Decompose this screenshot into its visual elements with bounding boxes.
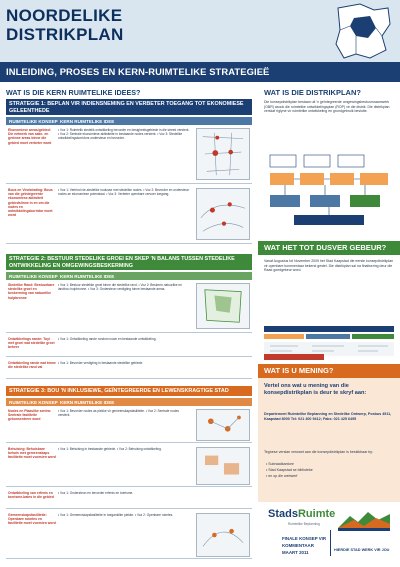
list-item: • en op die webwerf [266,474,298,478]
table-row [6,359,252,379]
strategy2-title: STRATEGIE 2: BESTUUR STEDELIKE GROEI EN SKEP 'N BALANS TUSSEN STEDELIKE ONTWIKKELING EN OMGEWINGSBESKERMING [6,254,252,270]
col-idea: KERN RUIMTELIKE IDEE [60,399,115,405]
table-row [6,489,252,509]
district-map-icon [330,2,394,60]
final-line2: KOMMENTAAR [282,543,314,548]
process-flow-diagram [264,151,394,231]
city-logo-icon [334,510,394,532]
row-concept: Nodes en Plaaslike sentra: Sentrale fasiliteite gekonsentreer word [8,409,51,422]
strategy3-col-headers [6,398,252,406]
header [0,0,400,62]
stadsruimte-logo [268,508,335,520]
concept-map-thumbnail [196,128,250,180]
row-concept: Gemeenskapsfasiliteite: Openbare ruimtes en fasiliteite moet voorsien word [8,513,56,526]
row-concept: Ekonomiese areas/gebied: Die netwerk van sake- en geriewe areas binne die gebied moet verbeter word [8,128,52,145]
list-item: • Stad Kaapstad se biblioteke [266,468,313,472]
opinion-body: Tegnese verslae verwant aan die konsepdistrikplan is beskikbaar by: [264,450,374,454]
row-concept: Bous en Vindstrating: Bous van die geïntegreerde ekonomiese aktiwiteit gebiedslinne in en om die nodes en ontwikkelingskorridor moet word [8,188,53,218]
city-slogan: HIERDIE STAD WERK VIR JOU [334,548,390,552]
concept-map-thumbnail [196,283,250,329]
district-plan-text: Die konsepdistrikplan bestaan uit 'n geïntegreerde omgewingsbestuursraamwerk (OBR) asook die ruimtelike ontwikkelingsplan (ROP) vir die distrik. Die distrikplan verskaf riglyne vir ruimtelike ontwikkeling en grondgebruik besluite. [264,100,390,114]
section-bar-orange [258,364,400,378]
row-concept: Ontwikkeling van erfenis en toerisme-bates in die gebied [8,491,54,500]
strategy1-title: STRATEGIE 1: BEPLAN VIR INDIENSNEMING EN VERBETER TOEGANG TOT EKONOMIESE GELEENTHEDE [6,99,252,115]
strategy3-title: STRATEGIE 3: BOU 'N INKLUSIEWE, GEÏNTEGREERDE EN LEWENSKRAGTIGE STAD [6,386,252,396]
page-title-line1: NOORDELIKE [6,6,123,25]
col-concept: RUIMTELIKE KONSEP [9,118,58,124]
final-line1: FINALE KONSEP VIR [282,536,327,541]
progress-heading: WAT HET TOT DUSVER GEBEUR? [264,243,387,252]
opinion-lead: Vertel ons wat u mening van die konsepdistrikplan is deur te skryf aan: [264,383,367,396]
concept-map-thumbnail [196,447,250,485]
table-row [6,126,252,184]
row-idea: • Voz 1: Ruimtelik stedelik ontwikkeling bevorder en besigheidsgebiede in die streek versterk. • Voz 2: Sentrale ekonomiese aktiwiteite in bestaande nodes versterk. • Voz 3: Stedelike ontwikkelingskorridors ondersteun en bevorder. [58,128,190,141]
col-idea: KERN RUIMTELIKE IDEE [60,273,115,279]
row-concept: Ontwikkelings rande: Tuyl met groei wat stedelike groei beheer [8,337,55,350]
page-title-line2: DISTRIKPLAN [6,25,124,44]
concept-map-thumbnail [196,409,250,441]
list-item: • Subraadkantore [266,462,294,466]
table-row [6,186,252,244]
progress-text: Vanaf Augustus tot November 2009 het Stad Kaapstad die eerste konsepdistrikplan vir openbare kommentaar bekend gestel. Die distrikplan sal na finalisering deur die Raad goedgekeur word. [264,259,394,273]
concept-map-thumbnail [196,513,250,557]
logo-subtitle: Ruimtelike Beplanning [288,522,320,526]
opinion-address: Departement Ruimtelike Beplanning en Stedelike Ontwerp, Posbus 4511, Kaapstad 8000 Tel: 021 400 9412; Faks: 021 425 6495 [264,412,392,421]
row-concept: Stedelike Rand: Bestuurbare stedelike groei en beskerming van natuurlike hulpbronne [8,283,55,300]
strategy2-col-headers [6,272,252,280]
row-idea: • Voz 1: Verbind nie-stedelike nodusse met stedelike nodes. • Voz 2: Bevorder en ondersteun nodes se ekonomiese potensiaal. • Voz 3: Verbeter openbare vervoer toegang. [58,188,190,197]
concept-map-thumbnail [196,188,250,240]
col-concept: RUIMTELIKE KONSEP [9,273,58,279]
col-concept: RUIMTELIKE KONSEP [9,399,58,405]
timeline-graphic [264,318,394,360]
section-bar-green [258,241,400,255]
row-idea: • Voz 1: Bevorder verdigting in bestaande stedelike gebiede. [58,361,144,365]
row-idea: • Voz 1: Ondersteun en bevorder erfenis en toerisme. [58,491,134,495]
row-idea: • Voz 1: Gemeenskapsfasiliteite in toeganklike plekke. • Voz 2: Openbare ruimtes. [58,513,174,517]
banner-text: INLEIDING, PROSES EN KERN-RUIMTELIKE STRATEGIEË [6,66,270,77]
row-idea: • Voz 1: Behuising in bestaande gebiede. • Voz 2: Behuising ontwikkeling. [58,447,162,451]
row-idea: • Voz 1: Bestuur stedelike groei binne die stedelike rand. • Voz 2: Beskerm natuurlike en landbou hulpbronne. • Voz 3: Ondersteun verdigting binne bestaande areas. [58,283,182,292]
table-row [6,335,252,357]
left-section-heading: WAT IS DIE KERN RUIMTELIKE IDEES? [6,88,141,97]
col-idea: KERN RUIMTELIKE IDEE [60,118,115,124]
title-banner [0,62,400,82]
row-idea: • Voz 1: Bevorder nodes as plekke vir gemeenskapsfasiliteite. • Voz 2: Sentrale nodes versterk. [58,409,179,418]
opinion-heading: WAT IS U MENING? [264,366,334,375]
strategy1-col-headers [6,117,252,125]
footer-divider [330,530,331,556]
logo-word2: Ruimte [297,508,336,520]
table-row [6,281,252,333]
table-row [6,511,252,559]
row-concept: Ontwikkeling rande wat binne die stedelike rand val [8,361,56,370]
table-row [6,445,252,487]
table-row [6,407,252,443]
opinion-box [258,378,400,502]
row-idea: • Voz 1: Ontwikkeling rande rondom nuwe en bestaande ontwikkeling. [58,337,157,341]
logo-word1: Stads [268,508,298,520]
district-plan-heading: WAT IS DIE DISTRIKPLAN? [264,88,361,97]
final-date: MAART 2011 [282,550,309,555]
row-concept: Behuising: Behuisbare behuis met gemeenskaps fasiliteite moet voorsien word [8,447,56,460]
